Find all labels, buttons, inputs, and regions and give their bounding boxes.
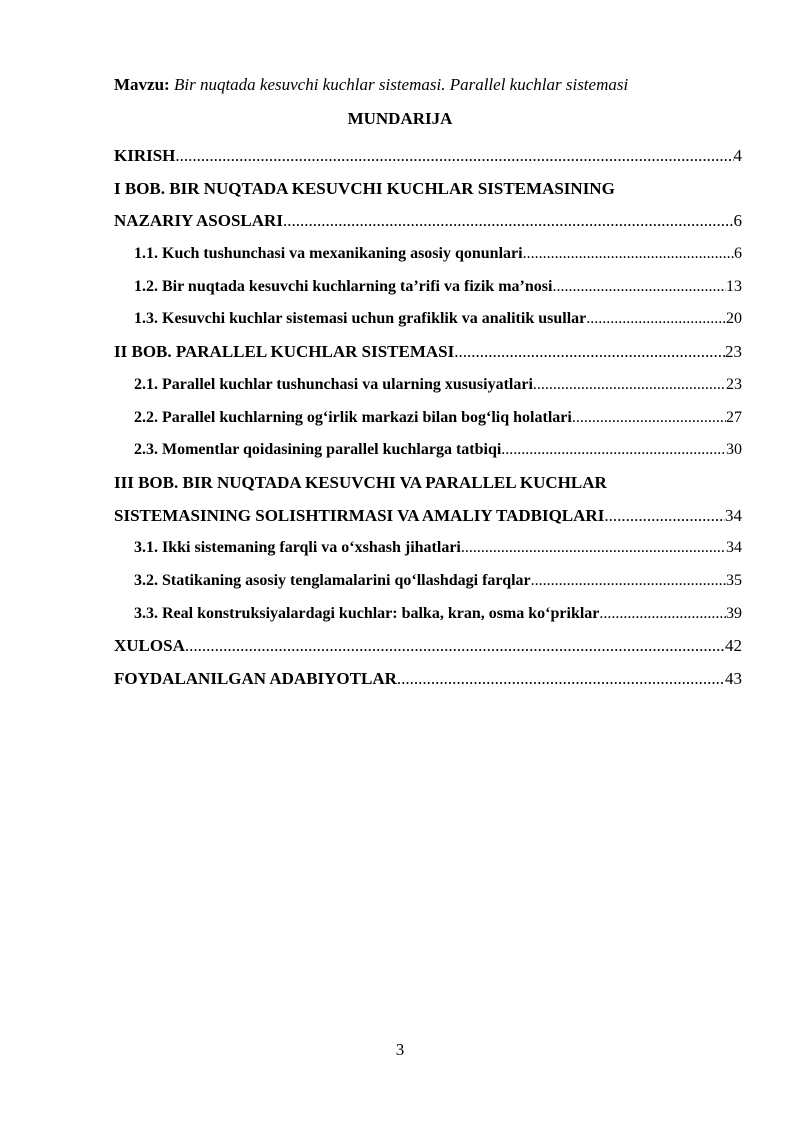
toc-leader-dots	[185, 630, 725, 663]
toc-leader-dots	[461, 532, 726, 565]
toc-entry-page: 39	[726, 604, 742, 622]
toc-entry-page: 23	[726, 375, 742, 393]
toc-entry-page: 43	[725, 669, 742, 688]
toc-entry-text: 3.3. Real konstruksiyalardagi kuchlar: balka, kran, osma ko‘priklar	[134, 604, 600, 622]
toc-entry-2-3	[114, 434, 742, 467]
toc-entry-chapter-3-line-1	[114, 467, 742, 500]
toc-entry-text: 2.2. Parallel kuchlarning og‘irlik markazi bilan bog‘liq holatlari	[134, 408, 572, 426]
toc-entry-1-2	[114, 271, 742, 304]
toc-entry-text: XULOSA	[114, 636, 185, 656]
toc-entry-page: 13	[726, 277, 742, 295]
toc-entry-chapter-3-line-2	[114, 500, 742, 533]
toc-entry-text: I BOB. BIR NUQTADA KESUVCHI KUCHLAR SISTEMASINING	[114, 178, 615, 198]
toc-entry-text: FOYDALANILGAN ADABIYOTLAR	[114, 669, 397, 688]
topic-label: Mavzu:	[114, 75, 170, 94]
toc-entry-text: 3.2. Statikaning asosiy tenglamalarini qo‘llashdagi farqlar	[134, 571, 531, 589]
toc-leader-dots	[599, 598, 726, 631]
toc-entry-adabiyotlar	[114, 663, 742, 696]
toc-entry-1-1	[114, 238, 742, 271]
toc-leader-dots	[523, 238, 734, 271]
toc-entry-page: 6	[734, 245, 742, 263]
toc-entry-text: KIRISH	[114, 146, 176, 165]
toc-entry-chapter-2	[114, 336, 742, 369]
toc-entry-page: 35	[726, 571, 742, 589]
toc-leader-dots	[552, 271, 726, 304]
toc-leader-dots	[283, 205, 734, 238]
toc-entry-text: 3.1. Ikki sistemaning farqli va o‘xshash jihatlari	[134, 539, 461, 557]
toc-leader-dots	[572, 402, 726, 435]
toc-leader-dots	[586, 303, 726, 336]
toc-entry-text: SISTEMASINING SOLISHTIRMASI VA AMALIY TADBIQLARI	[114, 505, 605, 525]
toc-entry-2-1	[114, 369, 742, 402]
table-of-contents	[114, 140, 742, 696]
toc-leader-dots	[501, 434, 726, 467]
toc-entry-page: 30	[726, 441, 742, 459]
toc-entry-text: 2.3. Momentlar qoidasining parallel kuchlarga tatbiqi	[134, 441, 502, 459]
toc-entry-page: 27	[726, 408, 742, 426]
toc-leader-dots	[604, 500, 725, 533]
toc-entry-chapter-1-line-2	[114, 205, 742, 238]
toc-entry-page: 6	[733, 211, 742, 231]
toc-entry-text: 1.2. Bir nuqtada kesuvchi kuchlarning ta’rifi va fizik ma’nosi	[134, 277, 553, 295]
toc-entry-3-3	[114, 598, 742, 631]
toc-entry-1-3	[114, 303, 742, 336]
toc-entry-text: 1.3. Kesuvchi kuchlar sistemasi uchun grafiklik va analitik usullar	[134, 310, 587, 328]
toc-title: MUNDARIJA	[347, 109, 453, 128]
toc-leader-dots	[533, 369, 726, 402]
topic-line	[114, 75, 628, 95]
toc-entry-text: II BOB. PARALLEL KUCHLAR SISTEMASI	[114, 342, 455, 362]
toc-entry-3-2	[114, 565, 742, 598]
toc-entry-page: 4	[733, 146, 742, 165]
toc-leader-dots	[397, 663, 725, 696]
toc-entry-text: 1.1. Kuch tushunchasi va mexanikaning asosiy qonunlari	[134, 245, 523, 263]
toc-leader-dots	[531, 565, 726, 598]
toc-entry-3-1	[114, 532, 742, 565]
toc-entry-page: 23	[725, 342, 742, 362]
toc-entry-text: NAZARIY ASOSLARI	[114, 211, 283, 231]
toc-entry-kirish	[114, 140, 742, 173]
toc-entry-page: 34	[726, 539, 742, 557]
toc-leader-dots	[175, 140, 733, 173]
toc-entry-xulosa	[114, 630, 742, 663]
toc-entry-chapter-1-line-1	[114, 173, 742, 206]
toc-entry-page: 42	[725, 636, 742, 656]
toc-entry-2-2	[114, 402, 742, 435]
topic-text: Bir nuqtada kesuvchi kuchlar sistemasi. Parallel kuchlar sistemasi	[173, 75, 629, 94]
toc-entry-page: 20	[726, 310, 742, 328]
page-number: 3	[395, 1040, 405, 1059]
toc-entry-text: 2.1. Parallel kuchlar tushunchasi va ularning xususiyatlari	[134, 375, 533, 393]
toc-leader-dots	[454, 336, 725, 369]
toc-entry-page: 34	[725, 505, 742, 525]
toc-entry-text: III BOB. BIR NUQTADA KESUVCHI VA PARALLEL KUCHLAR	[114, 472, 607, 492]
